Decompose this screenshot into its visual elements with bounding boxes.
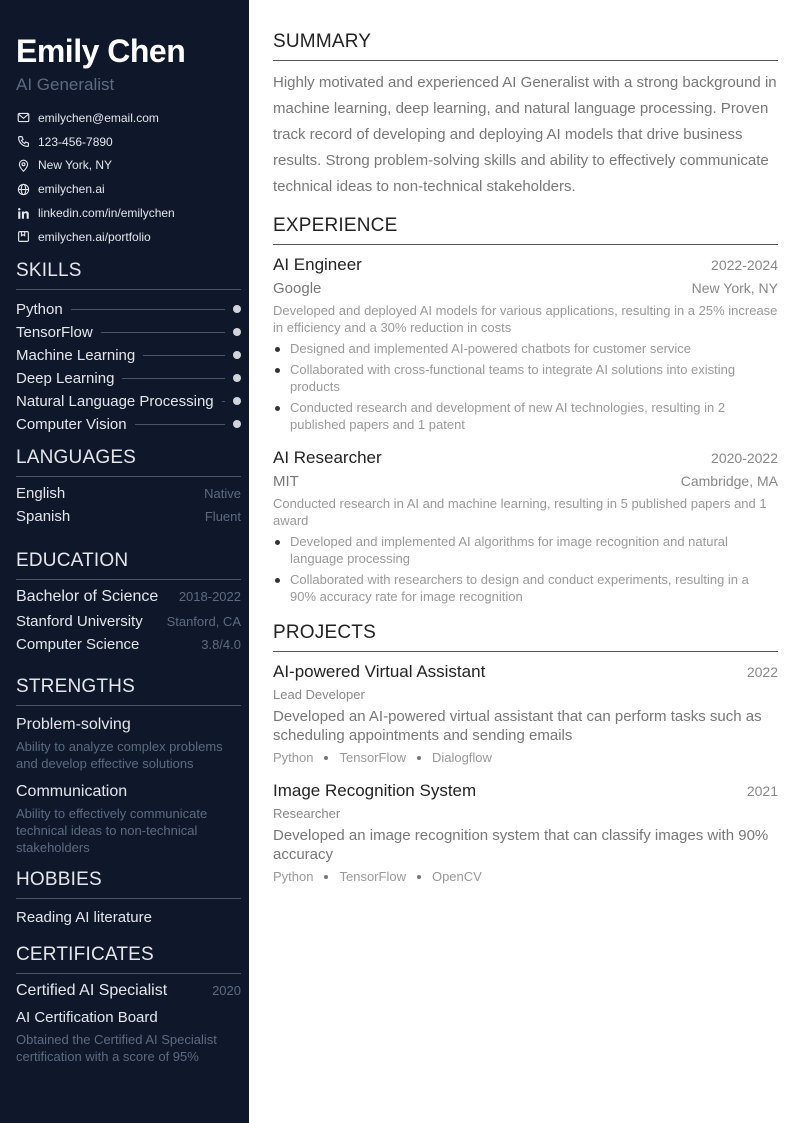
education-field-row <box>16 636 241 659</box>
strength-title: Communication <box>16 782 128 800</box>
languages-heading: LANGUAGES <box>16 446 241 477</box>
sidebar <box>0 0 249 1123</box>
job-bullets <box>273 533 778 605</box>
summary-section <box>273 30 778 200</box>
project-title: Image Recognition System <box>273 781 477 800</box>
tag-separator <box>324 875 328 879</box>
contact-portfolio[interactable] <box>16 225 241 249</box>
language-name: English <box>16 484 66 502</box>
job-company-row <box>273 470 778 494</box>
strength-item <box>16 714 241 772</box>
language-level: Fluent <box>204 508 241 524</box>
job-header <box>273 446 778 470</box>
project-tag: Python <box>273 750 314 765</box>
project-role: Researcher <box>273 806 341 821</box>
location-pin-icon <box>16 158 30 172</box>
skill-divider <box>143 355 225 356</box>
strength-title: Problem-solving <box>16 715 131 733</box>
language-name: Spanish <box>16 507 71 525</box>
contact-location <box>16 154 241 178</box>
skill-label: Deep Learning <box>16 369 115 387</box>
skill-item <box>16 367 241 390</box>
main-content <box>273 30 778 886</box>
projects-heading: PROJECTS <box>273 621 778 652</box>
job-bullet: Developed and implemented AI algorithms for image recognition and natural language processing <box>273 533 778 567</box>
job-bullet: Collaborated with researchers to design and conduct experiments, resulting in a 90% accuracy rate for image recognition <box>273 571 778 605</box>
strengths-section <box>16 675 241 856</box>
project-tag: TensorFlow <box>339 750 406 765</box>
language-level: Native <box>204 485 241 501</box>
contact-linkedin-text: linkedin.com/in/emilychen <box>38 206 175 221</box>
certificate-desc: Obtained the Certified AI Specialist certification with a score of 95% <box>16 1031 217 1064</box>
project-tag: Python <box>273 869 314 884</box>
candidate-name: Emily Chen <box>16 33 186 69</box>
job-dates: 2020-2022 <box>711 450 778 466</box>
skill-divider <box>135 424 225 425</box>
portfolio-icon <box>16 230 30 244</box>
skills-section <box>16 259 241 436</box>
skill-level-dot <box>233 420 241 428</box>
skill-label: Python <box>16 300 63 318</box>
certificates-heading: CERTIFICATES <box>16 943 241 974</box>
job-company: MIT <box>273 473 299 490</box>
education-degree-row <box>16 588 241 613</box>
skill-level-dot <box>233 328 241 336</box>
certificates-section <box>16 943 241 1065</box>
project-entry <box>273 660 778 767</box>
project-tag: OpenCV <box>431 869 482 884</box>
job-bullets <box>273 340 778 433</box>
skill-level-dot <box>233 374 241 382</box>
job-dates: 2022-2024 <box>711 257 778 273</box>
job-description: Conducted research in AI and machine learning, resulting in 5 published papers and 1 award <box>273 496 767 528</box>
job-title: AI Engineer <box>273 255 362 274</box>
job-entry <box>273 446 778 605</box>
project-tags <box>273 749 778 767</box>
education-degree: Bachelor of Science <box>16 587 159 605</box>
contact-phone-text: 123-456-7890 <box>38 134 113 149</box>
hobbies-section <box>16 868 241 929</box>
certificate-row <box>16 982 241 1007</box>
skill-item <box>16 390 241 413</box>
project-tag: TensorFlow <box>339 869 406 884</box>
summary-heading: SUMMARY <box>273 30 778 61</box>
project-tag: Dialogflow <box>431 750 492 765</box>
mail-icon <box>16 111 30 125</box>
contact-portfolio-text: emilychen.ai/portfolio <box>38 229 151 244</box>
education-field: Computer Science <box>16 635 140 653</box>
project-role: Lead Developer <box>273 687 365 702</box>
project-tags <box>273 868 778 886</box>
skill-item <box>16 321 241 344</box>
project-header <box>273 779 778 803</box>
education-location: Stanford, CA <box>166 613 241 629</box>
project-year: 2022 <box>746 664 778 680</box>
contact-linkedin[interactable] <box>16 201 241 225</box>
contact-email-text: emilychen@email.com <box>38 110 159 125</box>
skill-label: TensorFlow <box>16 323 93 341</box>
projects-section <box>273 621 778 886</box>
project-description: Developed an AI-powered virtual assistant that can perform tasks such as scheduling appointments and sending emails <box>273 708 762 744</box>
skill-divider <box>122 378 225 379</box>
job-header <box>273 253 778 277</box>
contact-website[interactable] <box>16 177 241 201</box>
education-heading: EDUCATION <box>16 549 241 580</box>
hobby-item: Reading AI literature <box>16 908 152 926</box>
job-bullet: Collaborated with cross-functional teams to integrate AI solutions into existing products <box>273 361 778 395</box>
experience-heading: EXPERIENCE <box>273 214 778 245</box>
hobbies-heading: HOBBIES <box>16 868 241 899</box>
project-header <box>273 660 778 684</box>
skill-level-dot <box>233 397 241 405</box>
job-title: AI Researcher <box>273 448 382 467</box>
skill-divider <box>71 309 225 310</box>
job-location: Cambridge, MA <box>680 473 778 489</box>
skill-item <box>16 344 241 367</box>
skill-item <box>16 413 241 436</box>
project-entry <box>273 779 778 886</box>
education-school-row <box>16 613 241 636</box>
contact-location-text: New York, NY <box>38 158 113 173</box>
job-location: New York, NY <box>691 280 778 296</box>
strength-desc: Ability to analyze complex problems and develop effective solutions <box>16 738 223 771</box>
candidate-role: AI Generalist <box>16 75 115 94</box>
strength-desc: Ability to effectively communicate technical ideas to non-technical stakeholders <box>16 805 208 855</box>
skill-label: Computer Vision <box>16 415 127 433</box>
tag-separator <box>417 756 421 760</box>
project-title: AI-powered Virtual Assistant <box>273 662 486 681</box>
contact-list <box>16 106 241 249</box>
strength-item <box>16 781 241 856</box>
skill-divider <box>101 332 225 333</box>
skill-divider <box>222 401 225 402</box>
job-entry <box>273 253 778 433</box>
job-description: Developed and deployed AI models for various applications, resulting in a 25% increase in efficiency and a 30% reduction in costs <box>273 303 778 335</box>
contact-phone[interactable] <box>16 130 241 154</box>
tag-separator <box>324 756 328 760</box>
tag-separator <box>417 875 421 879</box>
skill-item <box>16 298 241 321</box>
language-item <box>16 485 241 508</box>
contact-website-text: emilychen.ai <box>38 182 105 197</box>
project-year: 2021 <box>746 783 778 799</box>
contact-email[interactable] <box>16 106 241 130</box>
education-section <box>16 549 241 659</box>
education-school: Stanford University <box>16 612 143 630</box>
skill-level-dot <box>233 305 241 313</box>
certificate-name: Certified AI Specialist <box>16 981 168 999</box>
job-bullet: Conducted research and development of new AI technologies, resulting in 2 published papers and 1 patent <box>273 399 778 433</box>
skill-label: Natural Language Processing <box>16 392 214 410</box>
certificate-issuer: AI Certification Board <box>16 1008 158 1026</box>
education-dates: 2018-2022 <box>178 588 241 604</box>
experience-section <box>273 214 778 605</box>
phone-icon <box>16 135 30 149</box>
skill-level-dot <box>233 351 241 359</box>
languages-section <box>16 446 241 531</box>
strengths-heading: STRENGTHS <box>16 675 241 706</box>
certificate-year: 2020 <box>212 982 241 998</box>
education-gpa: 3.8/4.0 <box>201 636 241 652</box>
skill-label: Machine Learning <box>16 346 136 364</box>
job-company-row <box>273 277 778 301</box>
language-item <box>16 508 241 531</box>
globe-icon <box>16 182 30 196</box>
skills-heading: SKILLS <box>16 259 241 290</box>
summary-text: Highly motivated and experienced AI Generalist with a strong background in machine learning, deep learning, and natural language processing. Proven track record of developing and deploying AI models that drive business results. Strong problem-solving skills and ability to effectively communicate technical ideas to non-technical stakeholders. <box>273 74 777 195</box>
project-description: Developed an image recognition system that can classify images with 90% accuracy <box>273 827 769 863</box>
job-bullet: Designed and implemented AI-powered chatbots for customer service <box>273 340 778 357</box>
job-company: Google <box>273 280 322 297</box>
linkedin-icon <box>16 206 30 220</box>
